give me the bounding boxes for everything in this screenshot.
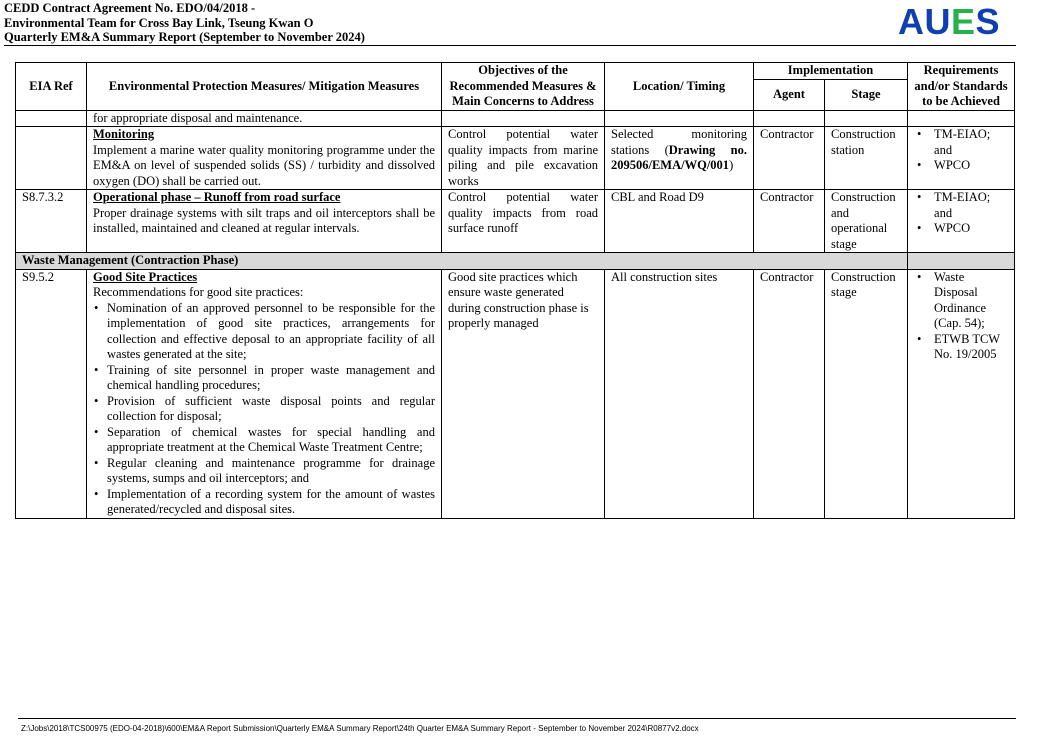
location-text: CBL and Road D9 bbox=[605, 190, 754, 253]
aues-logo: AUES bbox=[898, 1, 1001, 42]
practice-item: • Nomination of an approved personnel to be responsible for the implementation of good site practices, arrangements for collection and effective deposal to an appropriate facility of all wastes generated at the site; bbox=[107, 301, 435, 363]
footer-rule bbox=[18, 718, 1016, 719]
measure-text: Implement a marine water quality monitoring programme under the EM&A on level of suspended solids (SS) / turbidity and dissolved oxygen (DO) shall be carried out. bbox=[93, 142, 435, 188]
measure-title: Monitoring bbox=[93, 127, 155, 141]
table-row bbox=[16, 110, 1015, 127]
table-row bbox=[16, 269, 1015, 518]
practice-item: • Separation of chemical wastes for special handling and appropriate treatment at the Chemical Waste Treatment Centre; bbox=[107, 425, 435, 456]
header-eia-ref: EIA Ref bbox=[16, 63, 87, 111]
measure-title: Operational phase – Runoff from road surface bbox=[93, 190, 341, 204]
team-title: Environmental Team for Cross Bay Link, Tseung Kwan O bbox=[4, 15, 314, 30]
requirement-item: • WPCO bbox=[934, 221, 1008, 237]
eia-ref: S8.7.3.2 bbox=[16, 190, 87, 253]
requirement-item: • ETWB TCW No. 19/2005 bbox=[934, 332, 1008, 363]
requirements-cell bbox=[908, 127, 1015, 190]
table-row bbox=[16, 127, 1015, 190]
location-text: All construction sites bbox=[605, 269, 754, 518]
objective-text: Control potential water quality impacts from marine piling and pile excavation works bbox=[442, 127, 605, 190]
measure-title: Good Site Practices bbox=[93, 269, 198, 284]
requirements-cell bbox=[908, 269, 1015, 518]
stage-text: Construction stage bbox=[825, 269, 908, 518]
section-row bbox=[16, 253, 1015, 270]
measure-text: Proper drainage systems with silt traps and oil interceptors shall be installed, maintained and cleaned at regular intervals. bbox=[93, 205, 435, 235]
report-title: Quarterly EM&A Summary Report (September to November 2024) bbox=[4, 30, 365, 44]
practice-item: • Provision of sufficient waste disposal points and regular collection for disposal; bbox=[107, 394, 435, 425]
measure-text: for appropriate disposal and maintenance. bbox=[87, 110, 442, 127]
header-agent: Agent bbox=[754, 79, 825, 110]
stage-text: Construction station bbox=[825, 127, 908, 190]
objective-text: Good site practices which ensure waste generated during construction phase is properly managed bbox=[442, 269, 605, 518]
agent-text: Contractor bbox=[754, 190, 825, 253]
location-text: Selected monitoring stations (Drawing no. 209506/EMA/WQ/001) bbox=[605, 127, 754, 190]
requirement-item: • WPCO bbox=[934, 158, 1008, 174]
header-measures: Environmental Protection Measures/ Mitigation Measures bbox=[87, 63, 442, 111]
requirement-item: • Waste Disposal Ordinance (Cap. 54); bbox=[934, 270, 1008, 332]
requirement-item: • TM-EIAO; and bbox=[934, 127, 1008, 158]
objective-text: Control potential water quality impacts from road surface runoff bbox=[442, 190, 605, 253]
mitigation-measures-table bbox=[15, 62, 1015, 519]
measure-cell bbox=[87, 127, 442, 190]
stage-text: Construction and operational stage bbox=[825, 190, 908, 253]
measure-cell bbox=[87, 190, 442, 253]
requirement-item: • TM-EIAO; and bbox=[934, 190, 1008, 221]
section-title: Waste Management (Contraction Phase) bbox=[16, 253, 908, 270]
file-path: Z:\Jobs\2018\TCS00975 (EDO-04-2018)\600\EM&A Report Submission\Quarterly EM&A Summary Report\24th Quarter EM&A Summary Report - September to November 2024\R0877v2.docx bbox=[21, 724, 699, 733]
agent-text: Contractor bbox=[754, 127, 825, 190]
header-stage: Stage bbox=[825, 79, 908, 110]
table-row bbox=[16, 190, 1015, 253]
practice-item: • Training of site personnel in proper waste management and chemical handling procedures; bbox=[107, 363, 435, 394]
contract-title: CEDD Contract Agreement No. EDO/04/2018 - bbox=[4, 1, 256, 15]
measure-cell bbox=[87, 269, 442, 518]
practice-item: • Implementation of a recording system for the amount of wastes generated/recycled and disposal sites. bbox=[107, 487, 435, 518]
document-header bbox=[4, 1, 365, 45]
header-requirements: Requirements and/or Standards to be Achieved bbox=[908, 63, 1015, 111]
agent-text: Contractor bbox=[754, 269, 825, 518]
header-objectives: Objectives of the Recommended Measures & Main Concerns to Address bbox=[442, 63, 605, 111]
measure-intro: Recommendations for good site practices: bbox=[93, 285, 304, 299]
header-implementation: Implementation bbox=[754, 63, 908, 80]
eia-ref: S9.5.2 bbox=[16, 269, 87, 518]
practice-item: • Regular cleaning and maintenance programme for drainage systems, sumps and oil interceptors; and bbox=[107, 456, 435, 487]
header-rule bbox=[4, 45, 1016, 46]
header-location: Location/ Timing bbox=[605, 63, 754, 111]
requirements-cell bbox=[908, 190, 1015, 253]
